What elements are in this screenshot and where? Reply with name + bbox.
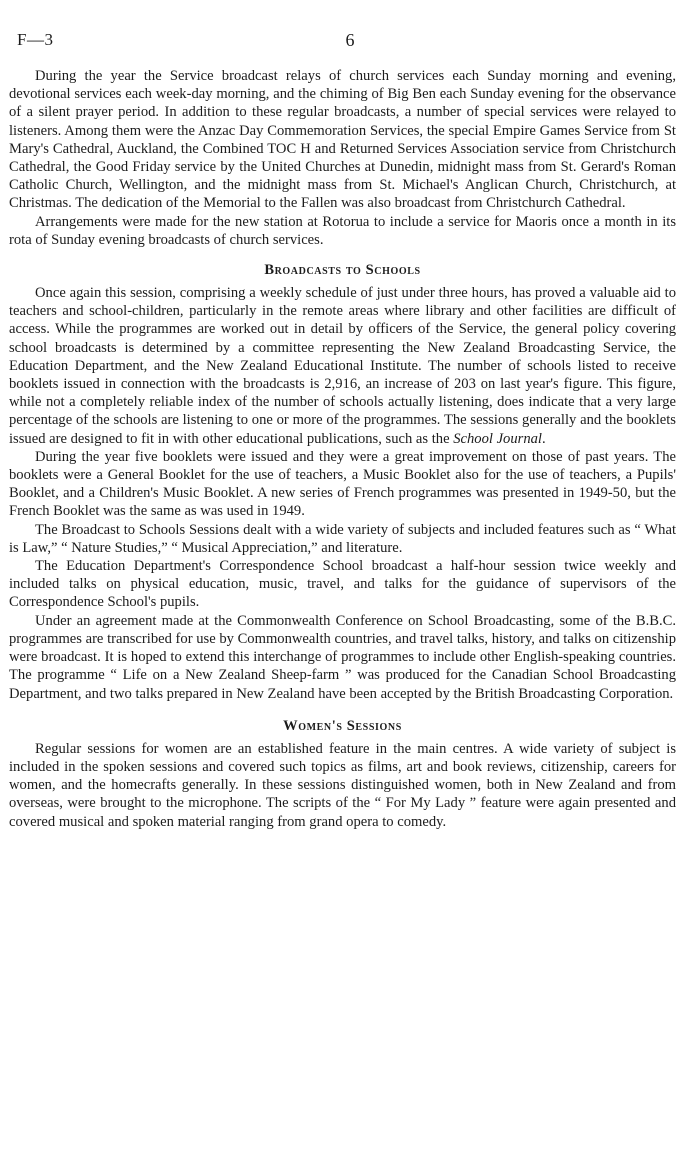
school-journal-title: School Journal bbox=[453, 430, 542, 447]
paragraph-rotorua-service: Arrangements were made for the new station at Rotorua to include a service for Maoris once a month in its rota of Sunday evening broadcasts of church services. bbox=[9, 213, 676, 248]
paragraph-schools-session bbox=[9, 284, 676, 448]
section-heading-womens-sessions: Women's Sessions bbox=[283, 717, 402, 734]
paragraph-commonwealth-agreement: Under an agreement made at the Commonwealth Conference on School Broadcasting, some of the B.B.C. programmes are transcribed for use by Commonwealth countries, and travel talks, history, and talks on citizenship were broadcast. It is hoped to extend this interchange of programmes to include other English-speaking countries. The programme “ Life on a New Zealand Sheep-farm ” was produced for the Canadian School Broadcasting Department, and two talks prepared in New Zealand have been accepted by the British Broadcasting Corporation. bbox=[9, 612, 676, 702]
paragraph-church-services: During the year the Service broadcast relays of church services each Sunday morning and evening, devotional services each week-day morning, and the chiming of Big Ben each Sunday evening for the observance of a silent prayer period. In addition to these regular broadcasts, a number of special services were relayed to listeners. Among them were the Anzac Day Commemoration Services, the special Empire Games Service from St Mary's Cathedral, Auckland, the Combined TOC H and Returned Services Association service from Christchurch Cathedral, the Good Friday service by the United Churches at Dunedin, midnight mass from St. Gerard's Roman Catholic Church, Wellington, and the midnight mass from St. Michael's Anglican Church, Christchurch, at Christmas. The dedication of the Memorial to the Fallen was also broadcast from Christchurch Cathedral. bbox=[9, 68, 676, 212]
section-heading-broadcasts-to-schools: Broadcasts to Schools bbox=[264, 262, 421, 279]
page-number: 6 bbox=[345, 30, 355, 50]
page-header bbox=[17, 30, 683, 50]
paragraph-text: Once again this session, comprising a weekly schedule of just under three hours, has proved a valuable aid to teachers and school-children, particularly in the remote areas where library and other facilities are difficult of access. While the programmes are worked out in detail by officers of the Service, the general policy covering school broadcasts is determined by a committee representing the New Zealand Broadcasting Service, the Education Department, and the New Zealand Educational Institute. The number of schools listed to receive booklets issued in connection with the broadcasts is 2,916, an increase of 203 on last year's figure. This figure, while not a completely reliable index of the number of schools actually listening, does indicate that a very large percentage of the schools are listening to one or more of the programmes. The sessions generally and the booklets issued are designed to fit in with other educational publications, such as the bbox=[9, 285, 676, 447]
paragraph-womens-sessions: Regular sessions for women are an established feature in the main centres. A wide variety of subject is included in the spoken sessions and covered such topics as films, art and book reviews, citizenship, careers for women, and the homecrafts generally. In these sessions distinguished women, both in New Zealand and from overseas, were brought to the microphone. The scripts of the “ For My Lady ” feature were again presented and covered musical and spoken material ranging from grand opera to comedy. bbox=[9, 740, 676, 830]
paragraph-text-end: . bbox=[541, 430, 546, 447]
paragraph-correspondence-school: The Education Department's Correspondence School broadcast a half-hour session twice weekly and included talks on physical education, music, travel, and talks for the guidance of supervisors of the Correspondence School's pupils. bbox=[9, 558, 676, 611]
paragraph-booklets: During the year five booklets were issued and they were a great improvement on those of past years. The booklets were a General Booklet for the use of teachers, a Music Booklet also for the use of teachers, a Pupils' Booklet, and a Children's Music Booklet. A new series of French programmes was presented in 1949-50, but the French Booklet was the same as was used in 1949. bbox=[9, 448, 676, 520]
paragraph-subjects: The Broadcast to Schools Sessions dealt with a wide variety of subjects and included features such as “ What is Law,” “ Nature Studies,” “ Musical Appreciation,” and literature. bbox=[9, 521, 676, 556]
document-body bbox=[9, 67, 676, 831]
page-reference: F—3 bbox=[17, 30, 54, 49]
